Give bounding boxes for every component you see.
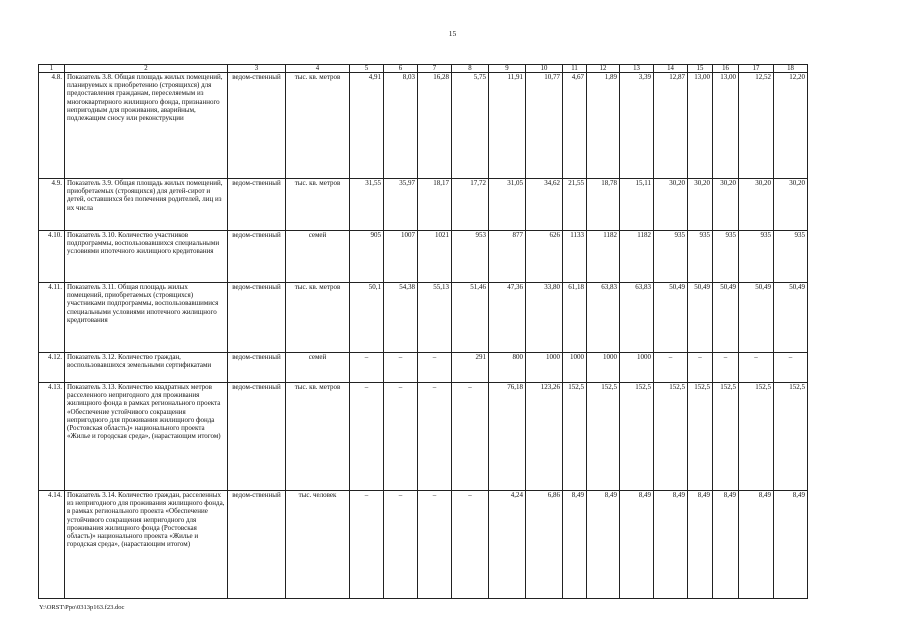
table-row bbox=[39, 353, 808, 383]
value-cell: 935 bbox=[654, 231, 688, 283]
value-cell: 21,55 bbox=[563, 179, 587, 231]
value-cell: 8,49 bbox=[654, 491, 688, 599]
value-cell: 3,39 bbox=[620, 73, 654, 179]
value-cell: 626 bbox=[526, 231, 563, 283]
value-cell: 123,26 bbox=[526, 383, 563, 491]
column-number: 14 bbox=[654, 65, 688, 73]
value-cell: 1000 bbox=[587, 353, 620, 383]
value-cell: – bbox=[350, 491, 384, 599]
value-cell: 8,49 bbox=[563, 491, 587, 599]
value-cell: – bbox=[418, 383, 452, 491]
value-cell: 4,67 bbox=[563, 73, 587, 179]
value-cell: – bbox=[713, 353, 739, 383]
value-cell: 12,52 bbox=[739, 73, 774, 179]
value-cell: 50,49 bbox=[688, 283, 713, 353]
value-cell: 152,5 bbox=[620, 383, 654, 491]
column-number: 13 bbox=[620, 65, 654, 73]
value-cell: 4,24 bbox=[489, 491, 526, 599]
column-number: 12 bbox=[587, 65, 620, 73]
value-cell: 905 bbox=[350, 231, 384, 283]
value-cell: – bbox=[418, 353, 452, 383]
value-cell: 47,36 bbox=[489, 283, 526, 353]
value-cell: 1000 bbox=[620, 353, 654, 383]
value-cell: 10,77 bbox=[526, 73, 563, 179]
value-cell: – bbox=[774, 353, 808, 383]
value-cell: 30,20 bbox=[654, 179, 688, 231]
value-cell: 6,86 bbox=[526, 491, 563, 599]
value-cell: 16,28 bbox=[418, 73, 452, 179]
value-cell: 1000 bbox=[563, 353, 587, 383]
value-cell: – bbox=[452, 491, 489, 599]
value-cell: 34,62 bbox=[526, 179, 563, 231]
value-cell: 5,75 bbox=[452, 73, 489, 179]
value-cell: 8,49 bbox=[713, 491, 739, 599]
value-cell: 8,49 bbox=[774, 491, 808, 599]
column-number: 3 bbox=[228, 65, 286, 73]
column-number: 1 bbox=[39, 65, 65, 73]
value-cell: 1021 bbox=[418, 231, 452, 283]
value-cell: 152,5 bbox=[688, 383, 713, 491]
value-cell: 12,87 bbox=[654, 73, 688, 179]
indicators-table bbox=[38, 64, 808, 599]
row-number: 4.8. bbox=[39, 73, 65, 179]
value-cell: 935 bbox=[739, 231, 774, 283]
value-cell: 31,05 bbox=[489, 179, 526, 231]
value-cell: 291 bbox=[452, 353, 489, 383]
data-source: ведом-ственный bbox=[228, 231, 286, 283]
value-cell: 50,49 bbox=[654, 283, 688, 353]
data-source: ведом-ственный bbox=[228, 491, 286, 599]
value-cell: 1182 bbox=[587, 231, 620, 283]
value-cell: 50,1 bbox=[350, 283, 384, 353]
value-cell: 935 bbox=[713, 231, 739, 283]
value-cell: 8,49 bbox=[739, 491, 774, 599]
value-cell: 1,89 bbox=[587, 73, 620, 179]
value-cell: 152,5 bbox=[563, 383, 587, 491]
value-cell: 935 bbox=[688, 231, 713, 283]
value-cell: 152,5 bbox=[774, 383, 808, 491]
value-cell: 30,20 bbox=[688, 179, 713, 231]
unit: тыс. кв. метров bbox=[286, 179, 350, 231]
value-cell: 11,91 bbox=[489, 73, 526, 179]
value-cell: 55,13 bbox=[418, 283, 452, 353]
row-number: 4.11. bbox=[39, 283, 65, 353]
data-source: ведом-ственный bbox=[228, 283, 286, 353]
value-cell: 4,91 bbox=[350, 73, 384, 179]
value-cell: – bbox=[350, 353, 384, 383]
column-number: 6 bbox=[384, 65, 418, 73]
row-number: 4.9. bbox=[39, 179, 65, 231]
column-number: 2 bbox=[65, 65, 228, 73]
column-number: 10 bbox=[526, 65, 563, 73]
indicator-name: Показатель 3.9. Общая площадь жилых помещений, приобретаемых (строящихся) для детей-сирот и детей, оставшихся без попечения родителей, лиц из их числа bbox=[65, 179, 228, 231]
indicator-name: Показатель 3.11. Общая площадь жилых помещений, приобретаемых (строящихся) участниками подпрограммы, воспользовавшимися специальными условиями ипотечного жилищного кредитования bbox=[65, 283, 228, 353]
value-cell: 13,00 bbox=[713, 73, 739, 179]
column-number: 17 bbox=[739, 65, 774, 73]
row-number: 4.14. bbox=[39, 491, 65, 599]
value-cell: 8,49 bbox=[620, 491, 654, 599]
unit: семей bbox=[286, 231, 350, 283]
indicator-name: Показатель 3.13. Количество квадратных метров расселенного непригодного для проживания жилищного фонда в рамках регионального проекта «Обеспечение устойчивого сокращения непригодного для проживания жилищного фонда (Ростовская область)» национального проекта «Жилье и городская среда», (нарастающим итогом) bbox=[65, 383, 228, 491]
value-cell: 50,49 bbox=[713, 283, 739, 353]
indicator-name: Показатель 3.14. Количество граждан, расселенных из непригодного для проживания жилищного фонда, в рамках регионального проекта «Обеспечение устойчивого сокращения непригодного для проживания жилищного фонда (Ростовская область)» национального проекта «Жилье и городская среда», (нарастающим итогом) bbox=[65, 491, 228, 599]
column-number: 7 bbox=[418, 65, 452, 73]
value-cell: 76,18 bbox=[489, 383, 526, 491]
value-cell: – bbox=[384, 383, 418, 491]
value-cell: 152,5 bbox=[654, 383, 688, 491]
unit: тыс. кв. метров bbox=[286, 383, 350, 491]
value-cell: – bbox=[654, 353, 688, 383]
row-number: 4.12. bbox=[39, 353, 65, 383]
value-cell: 953 bbox=[452, 231, 489, 283]
table-row bbox=[39, 491, 808, 599]
value-cell: 152,5 bbox=[739, 383, 774, 491]
value-cell: 50,49 bbox=[774, 283, 808, 353]
value-cell: 35,97 bbox=[384, 179, 418, 231]
indicator-name: Показатель 3.12. Количество граждан, воспользовавшихся земельными сертификатами bbox=[65, 353, 228, 383]
value-cell: 13,00 bbox=[688, 73, 713, 179]
value-cell: 30,20 bbox=[739, 179, 774, 231]
column-number: 16 bbox=[713, 65, 739, 73]
data-source: ведом-ственный bbox=[228, 179, 286, 231]
value-cell: 30,20 bbox=[774, 179, 808, 231]
column-number: 9 bbox=[489, 65, 526, 73]
value-cell: 50,49 bbox=[739, 283, 774, 353]
value-cell: 1000 bbox=[526, 353, 563, 383]
row-number: 4.13. bbox=[39, 383, 65, 491]
value-cell: 63,83 bbox=[587, 283, 620, 353]
indicator-name: Показатель 3.10. Количество участников подпрограммы, воспользовавшихся специальными условиями ипотечного жилищного кредитования bbox=[65, 231, 228, 283]
value-cell: 1133 bbox=[563, 231, 587, 283]
column-number: 5 bbox=[350, 65, 384, 73]
column-number: 4 bbox=[286, 65, 350, 73]
indicator-name: Показатель 3.8. Общая площадь жилых помещений, планируемых к приобретению (строящихся) для предоставления гражданам, переселяемым из многоквартирного жилищного фонда, признанного непригодным для проживания, аварийным, подлежащим сносу или реконструкции bbox=[65, 73, 228, 179]
value-cell: – bbox=[688, 353, 713, 383]
value-cell: 1182 bbox=[620, 231, 654, 283]
value-cell: 152,5 bbox=[713, 383, 739, 491]
page-number: 15 bbox=[448, 29, 457, 38]
value-cell: – bbox=[418, 491, 452, 599]
value-cell: 18,78 bbox=[587, 179, 620, 231]
value-cell: 935 bbox=[774, 231, 808, 283]
value-cell: 61,18 bbox=[563, 283, 587, 353]
value-cell: 31,55 bbox=[350, 179, 384, 231]
table-row bbox=[39, 179, 808, 231]
unit: семей bbox=[286, 353, 350, 383]
value-cell: – bbox=[384, 491, 418, 599]
value-cell: 8,49 bbox=[587, 491, 620, 599]
value-cell: 33,80 bbox=[526, 283, 563, 353]
data-source: ведом-ственный bbox=[228, 383, 286, 491]
value-cell: 1007 bbox=[384, 231, 418, 283]
unit: тыс. человек bbox=[286, 491, 350, 599]
value-cell: 877 bbox=[489, 231, 526, 283]
data-source: ведом-ственный bbox=[228, 73, 286, 179]
value-cell: – bbox=[452, 383, 489, 491]
value-cell: 51,46 bbox=[452, 283, 489, 353]
value-cell: 17,72 bbox=[452, 179, 489, 231]
data-source: ведом-ственный bbox=[228, 353, 286, 383]
value-cell: 152,5 bbox=[587, 383, 620, 491]
value-cell: 8,03 bbox=[384, 73, 418, 179]
unit: тыс. кв. метров bbox=[286, 73, 350, 179]
value-cell: – bbox=[384, 353, 418, 383]
unit: тыс. кв. метров bbox=[286, 283, 350, 353]
value-cell: 54,38 bbox=[384, 283, 418, 353]
value-cell: 8,49 bbox=[688, 491, 713, 599]
value-cell: 800 bbox=[489, 353, 526, 383]
column-number: 18 bbox=[774, 65, 808, 73]
column-number-row bbox=[39, 65, 808, 73]
column-number: 8 bbox=[452, 65, 489, 73]
table-row bbox=[39, 283, 808, 353]
column-number: 15 bbox=[688, 65, 713, 73]
footer-file-path: Y:\ORST\Ppo\0313p163.f23.doc bbox=[39, 604, 125, 611]
column-number: 11 bbox=[563, 65, 587, 73]
value-cell: – bbox=[739, 353, 774, 383]
row-number: 4.10. bbox=[39, 231, 65, 283]
value-cell: 15,11 bbox=[620, 179, 654, 231]
table-row bbox=[39, 383, 808, 491]
value-cell: 63,83 bbox=[620, 283, 654, 353]
value-cell: – bbox=[350, 383, 384, 491]
value-cell: 30,20 bbox=[713, 179, 739, 231]
value-cell: 18,17 bbox=[418, 179, 452, 231]
value-cell: 12,20 bbox=[774, 73, 808, 179]
table-row bbox=[39, 231, 808, 283]
table-row bbox=[39, 73, 808, 179]
